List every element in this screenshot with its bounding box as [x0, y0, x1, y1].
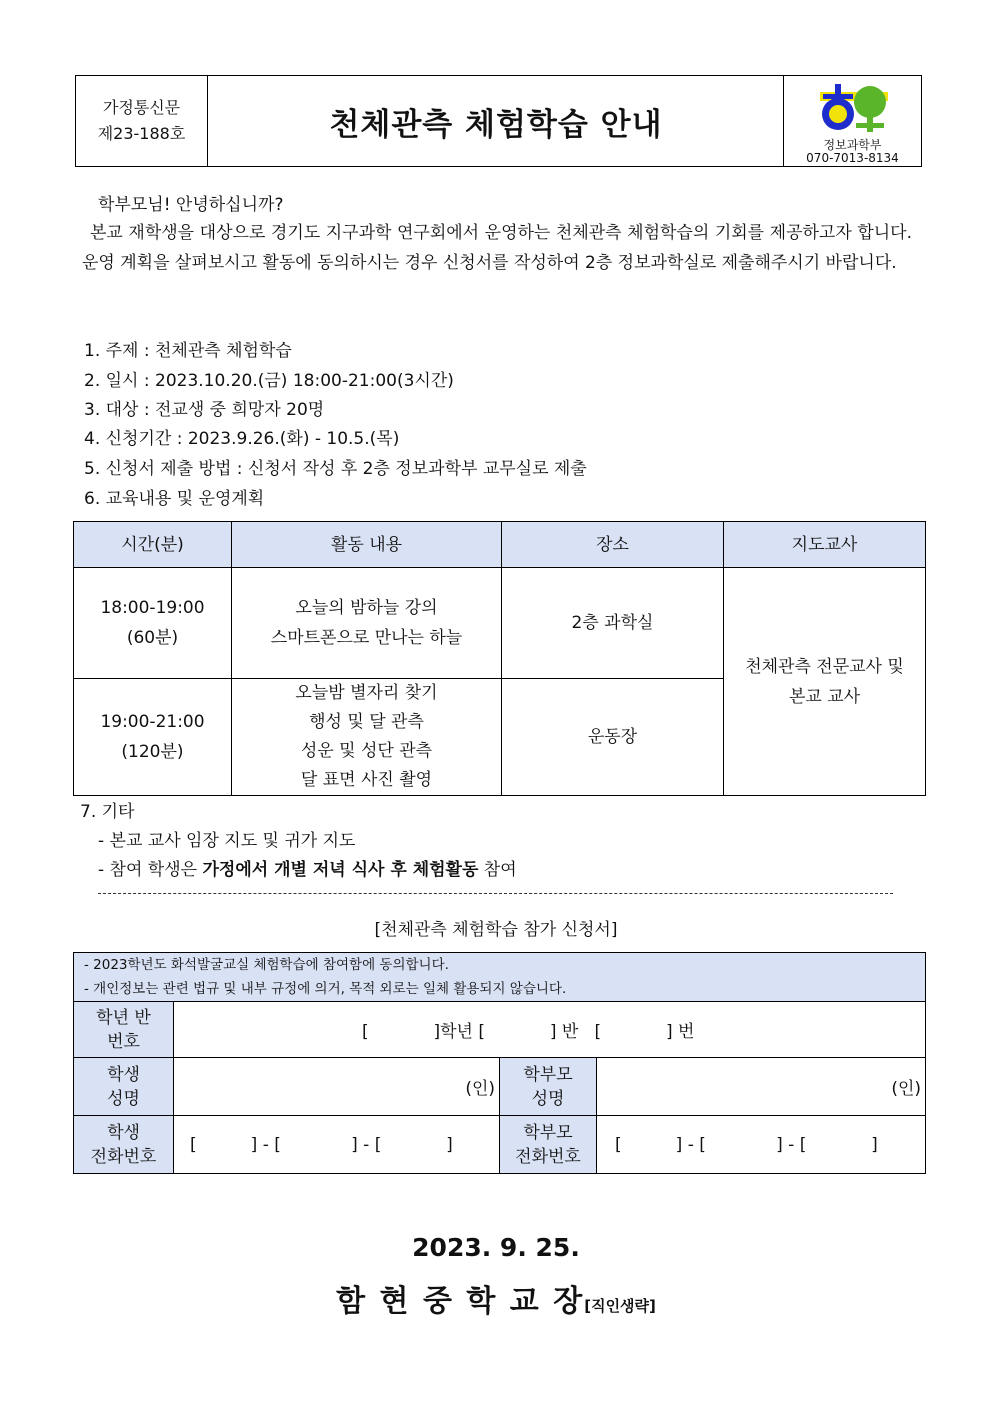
doc-type: 가정통신문: [102, 98, 181, 117]
etc-line-guidance: - 본교 교사 임장 지도 및 귀가 지도: [98, 831, 356, 851]
application-form: [73, 952, 926, 1174]
notice-line: - 개인정보는 관련 법규 및 내부 규정에 의거, 목적 외로는 일체 활용되지 않습니다.: [84, 981, 567, 997]
school-name: 함 현 중 학 교 장: [336, 1284, 585, 1319]
table-row: [74, 568, 926, 679]
consent-notice: [74, 953, 926, 1002]
plan-table: [73, 521, 926, 796]
parent-name-field[interactable]: [597, 1058, 926, 1116]
activity-cell: [232, 679, 502, 796]
label-line: 학생: [107, 1122, 140, 1143]
cut-line: [98, 893, 893, 894]
time-range: 19:00-21:00: [100, 712, 205, 732]
parent-phone-label: [500, 1116, 597, 1174]
header-time: 시간(분): [74, 522, 232, 568]
activity-item: 달 표면 사진 촬영: [300, 770, 433, 790]
etc-title: 7. 기타: [80, 802, 135, 822]
header-teacher: 지도교사: [724, 522, 926, 568]
doc-number: 제23-188호: [97, 124, 186, 143]
item-topic: 1. 주제 : 천체관측 체험학습: [84, 341, 292, 361]
activity-item: 행성 및 달 관측: [309, 712, 424, 732]
duration: (120분): [121, 742, 184, 762]
intro-paragraph: 본교 재학생을 대상으로 경기도 지구과학 연구회에서 운영하는 천체관측 체험학습의 기회를 제공하고자 합니다. 운영 계획을 살펴보시고 활동에 동의하시는 경우 신청서를 작성하여 2층 정보과학실로 제출해주시기 바랍니다.: [82, 223, 912, 273]
seal-omitted-note: [직인생략]: [584, 1297, 656, 1315]
item-plan: 6. 교육내용 및 운영계획: [84, 489, 265, 509]
activity-item: 스마트폰으로 만나는 하늘: [270, 628, 463, 648]
school-logo-icon: [820, 82, 888, 134]
class-label: [74, 1002, 174, 1058]
etc-line-dinner: [98, 855, 517, 885]
label-line: 학년 반: [96, 1007, 151, 1028]
greeting: 학부모님! 안녕하십니까?: [98, 195, 284, 215]
time-cell: [74, 679, 232, 796]
teacher-cell: [724, 568, 926, 796]
activity-cell: [232, 568, 502, 679]
etc-text: - 참여 학생은: [98, 860, 203, 880]
plan-header-row: [74, 522, 926, 568]
student-name-field[interactable]: [174, 1058, 500, 1116]
item-target: 3. 대상 : 전교생 중 희망자 20명: [84, 400, 325, 420]
header-box: [75, 75, 922, 167]
notice-row: [74, 953, 926, 1002]
label-line: 전화번호: [90, 1146, 157, 1167]
duration: (60분): [126, 628, 179, 648]
principal-signature: [0, 1276, 992, 1320]
class-number-field[interactable]: [ ]학년 [ ] 반 [ ] 번: [174, 1002, 926, 1058]
issue-date: 2023. 9. 25.: [412, 1233, 580, 1262]
place-cell: 운동장: [502, 679, 724, 796]
seal-mark: (인): [891, 1079, 922, 1099]
activity-item: 성운 및 성단 관측: [300, 741, 433, 761]
label-line: 학부모: [523, 1122, 573, 1143]
etc-emphasis: 가정에서 개별 저녁 식사 후 체험활동: [202, 860, 479, 880]
activity-item: 오늘밤 별자리 찾기: [295, 683, 438, 703]
student-phone-label: [74, 1116, 174, 1174]
dept-logo-box: [783, 76, 921, 166]
parent-phone-field[interactable]: [ ] - [ ] - [ ]: [597, 1116, 926, 1174]
item-submission: 5. 신청서 제출 방법 : 신청서 작성 후 2층 정보과학부 교무실로 제출: [84, 459, 587, 479]
label-line: 학생: [107, 1064, 140, 1085]
header-activity: 활동 내용: [232, 522, 502, 568]
place-cell: 2층 과학실: [502, 568, 724, 679]
label-line: 성명: [531, 1088, 565, 1109]
student-phone-field[interactable]: [ ] - [ ] - [ ]: [174, 1116, 500, 1174]
notice-line: - 2023학년도 화석발굴교실 체험학습에 참여함에 동의합니다.: [84, 957, 449, 973]
application-title: [천체관측 체험학습 참가 신청서]: [374, 920, 618, 940]
activity-item: 오늘의 밤하늘 강의: [295, 598, 438, 618]
item-period: 4. 신청기간 : 2023.9.26.(화) - 10.5.(목): [84, 429, 400, 449]
phone-row: [74, 1116, 926, 1174]
class-row: [74, 1002, 926, 1058]
label-line: 학부모: [523, 1064, 573, 1085]
teacher-line: 본교 교사: [788, 686, 861, 707]
label-line: 성명: [107, 1088, 140, 1109]
page-title: 천체관측 체험학습 안내: [329, 106, 663, 143]
seal-mark: (인): [465, 1079, 495, 1099]
name-row: [74, 1058, 926, 1116]
doc-info: [76, 76, 208, 166]
item-datetime: 2. 일시 : 2023.10.20.(금) 18:00-21:00(3시간): [84, 371, 454, 391]
dept-name: 정보과학부: [823, 138, 882, 152]
parent-name-label: [500, 1058, 597, 1116]
label-line: 전화번호: [515, 1146, 581, 1167]
etc-text: 참여: [478, 860, 517, 880]
header-place: 장소: [502, 522, 724, 568]
teacher-line: 천체관측 전문교사 및: [745, 656, 904, 677]
student-name-label: [74, 1058, 174, 1116]
time-range: 18:00-19:00: [100, 598, 205, 618]
dept-phone: 070-7013-8134: [806, 151, 899, 165]
time-cell: [74, 568, 232, 679]
label-line: 번호: [107, 1031, 140, 1052]
